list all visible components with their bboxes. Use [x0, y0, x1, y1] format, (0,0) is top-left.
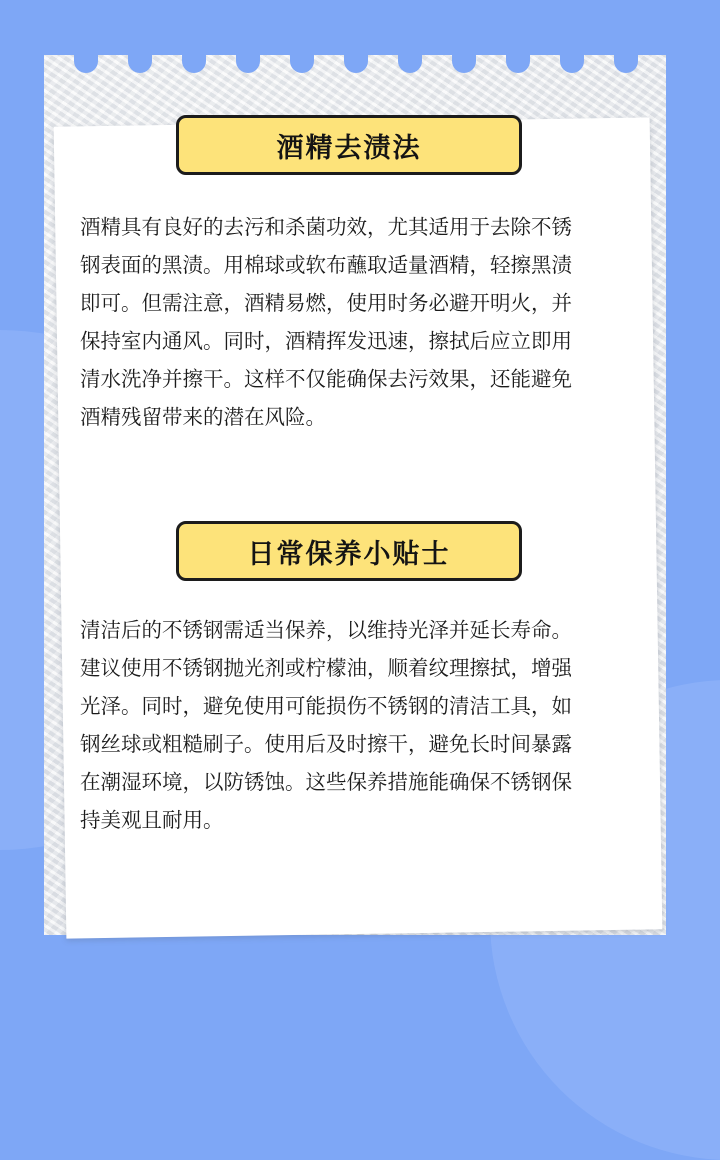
paragraph-line: 即可。但需注意，酒精易燃，使用时务必避开明火，并: [80, 291, 572, 315]
paragraph-line: 钢表面的黑渍。用棉球或软布蘸取适量酒精，轻擦黑渍: [80, 253, 572, 277]
paragraph-line: 钢丝球或粗糙刷子。使用后及时擦干，避免长时间暴露: [80, 732, 572, 756]
binder-hole: [74, 55, 98, 73]
binder-hole: [506, 55, 530, 73]
binder-hole: [290, 55, 314, 73]
section-paragraph: [80, 208, 650, 436]
binder-hole: [344, 55, 368, 73]
binder-hole: [560, 55, 584, 73]
paragraph-line: 建议使用不锈钢抛光剂或柠檬油，顺着纹理擦拭，增强: [80, 656, 572, 680]
paragraph-line: 保持室内通风。同时，酒精挥发迅速，擦拭后应立即用: [80, 329, 572, 353]
paragraph-line: 光泽。同时，避免使用可能损伤不锈钢的清洁工具，如: [80, 694, 572, 718]
binder-hole: [128, 55, 152, 73]
paragraph-line: 酒精具有良好的去污和杀菌功效，尤其适用于去除不锈: [80, 215, 572, 239]
binder-hole: [236, 55, 260, 73]
paragraph-line: 清洁后的不锈钢需适当保养，以维持光泽并延长寿命。: [80, 618, 572, 642]
binder-hole: [182, 55, 206, 73]
section-paragraph: [80, 611, 650, 839]
paragraph-line: 持美观且耐用。: [80, 808, 224, 832]
section-title: 酒精去渍法: [176, 115, 522, 175]
section-title: 日常保养小贴士: [176, 521, 522, 581]
paragraph-line: 酒精残留带来的潜在风险。: [80, 405, 326, 429]
binder-hole: [398, 55, 422, 73]
paragraph-line: 在潮湿环境，以防锈蚀。这些保养措施能确保不锈钢保: [80, 770, 572, 794]
paragraph-line: 清水洗净并擦干。这样不仅能确保去污效果，还能避免: [80, 367, 572, 391]
binder-hole: [452, 55, 476, 73]
binder-hole: [614, 55, 638, 73]
